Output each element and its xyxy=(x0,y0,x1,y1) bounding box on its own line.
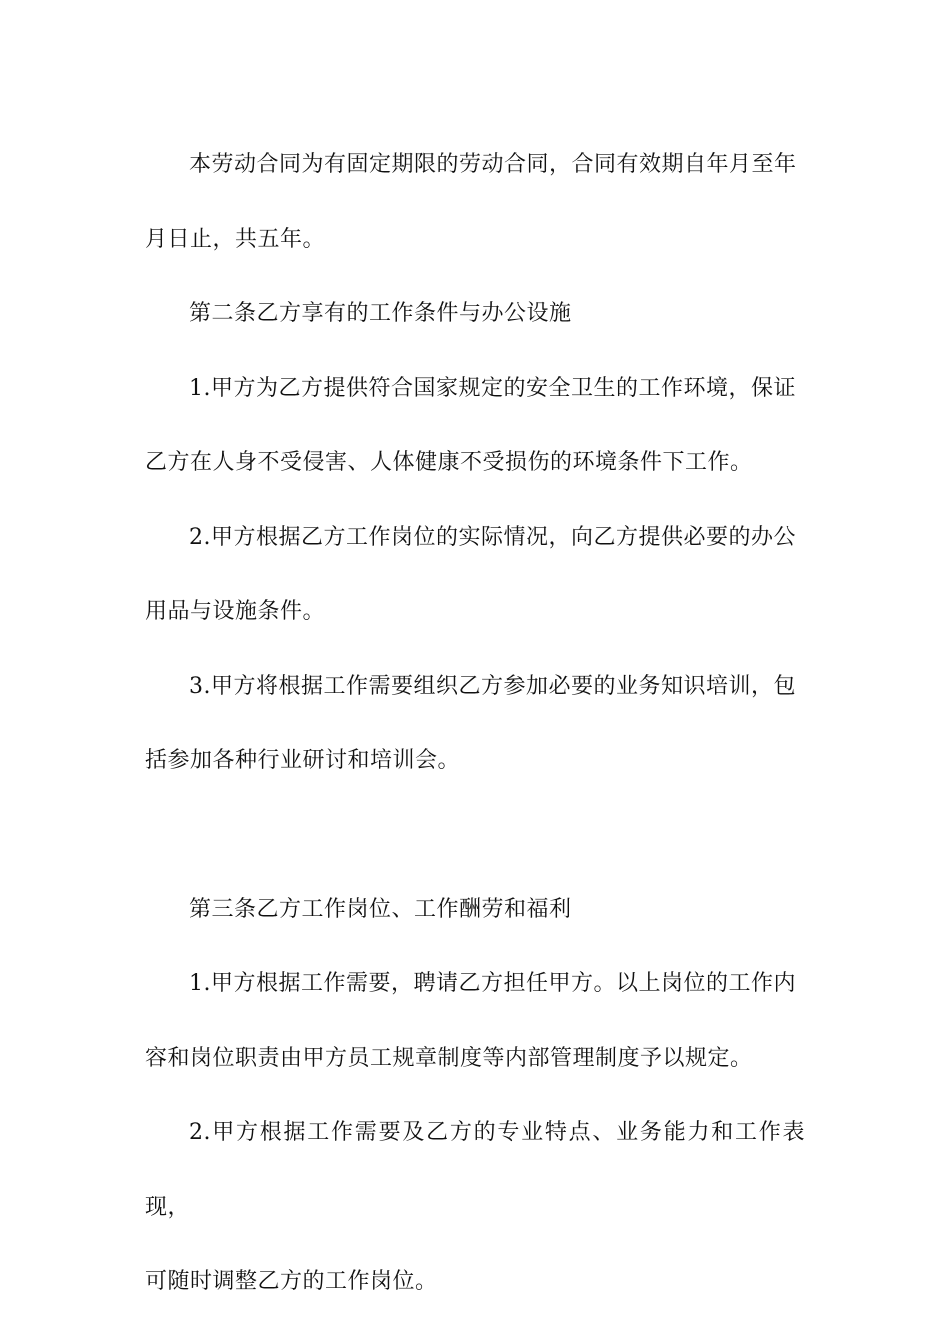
paragraph-line: 第三条乙方工作岗位、工作酬劳和福利 xyxy=(189,896,572,922)
paragraph-line: 容和岗位职责由甲方员工规章制度等内部管理制度予以规定。 xyxy=(145,1045,753,1071)
paragraph-line: 括参加各种行业研讨和培训会。 xyxy=(145,748,461,773)
contract-term-paragraph xyxy=(145,128,805,277)
article-3-item-2 xyxy=(145,1096,805,1320)
paragraph-line: 1.甲方根据工作需要，聘请乙方担任甲方。以上岗位的工作内 xyxy=(189,971,796,996)
paragraph-line: 本劳动合同为有固定期限的劳动合同，合同有效期自年月至年 xyxy=(189,152,797,177)
article-3-item-1 xyxy=(145,947,805,1096)
paragraph-line: 2.甲方根据乙方工作岗位的实际情况，向乙方提供必要的办公 xyxy=(189,524,796,550)
article-3-heading xyxy=(145,873,805,948)
paragraph-line: 乙方在人身不受侵害、人体健康不受损伤的环境条件下工作。 xyxy=(145,450,753,475)
paragraph-line: 1.甲方为乙方提供符合国家规定的安全卫生的工作环境，保证 xyxy=(189,375,796,401)
article-2-item-3 xyxy=(145,650,805,799)
article-2-heading xyxy=(145,277,805,352)
article-2-item-2 xyxy=(145,501,805,650)
document-body xyxy=(145,128,805,1320)
article-2-item-1 xyxy=(145,352,805,501)
paragraph-line: 可随时调整乙方的工作岗位。 xyxy=(145,1269,438,1294)
paragraph-line: 用品与设施条件。 xyxy=(145,599,326,624)
paragraph-line: 第二条乙方享有的工作条件与办公设施 xyxy=(189,301,572,326)
paragraph-line: 月日止，共五年。 xyxy=(145,226,326,252)
paragraph-line: 2.甲方根据工作需要及乙方的专业特点、业务能力和工作表现， xyxy=(145,1120,805,1220)
paragraph-line: 3.甲方将根据工作需要组织乙方参加必要的业务知识培训，包 xyxy=(189,673,796,699)
